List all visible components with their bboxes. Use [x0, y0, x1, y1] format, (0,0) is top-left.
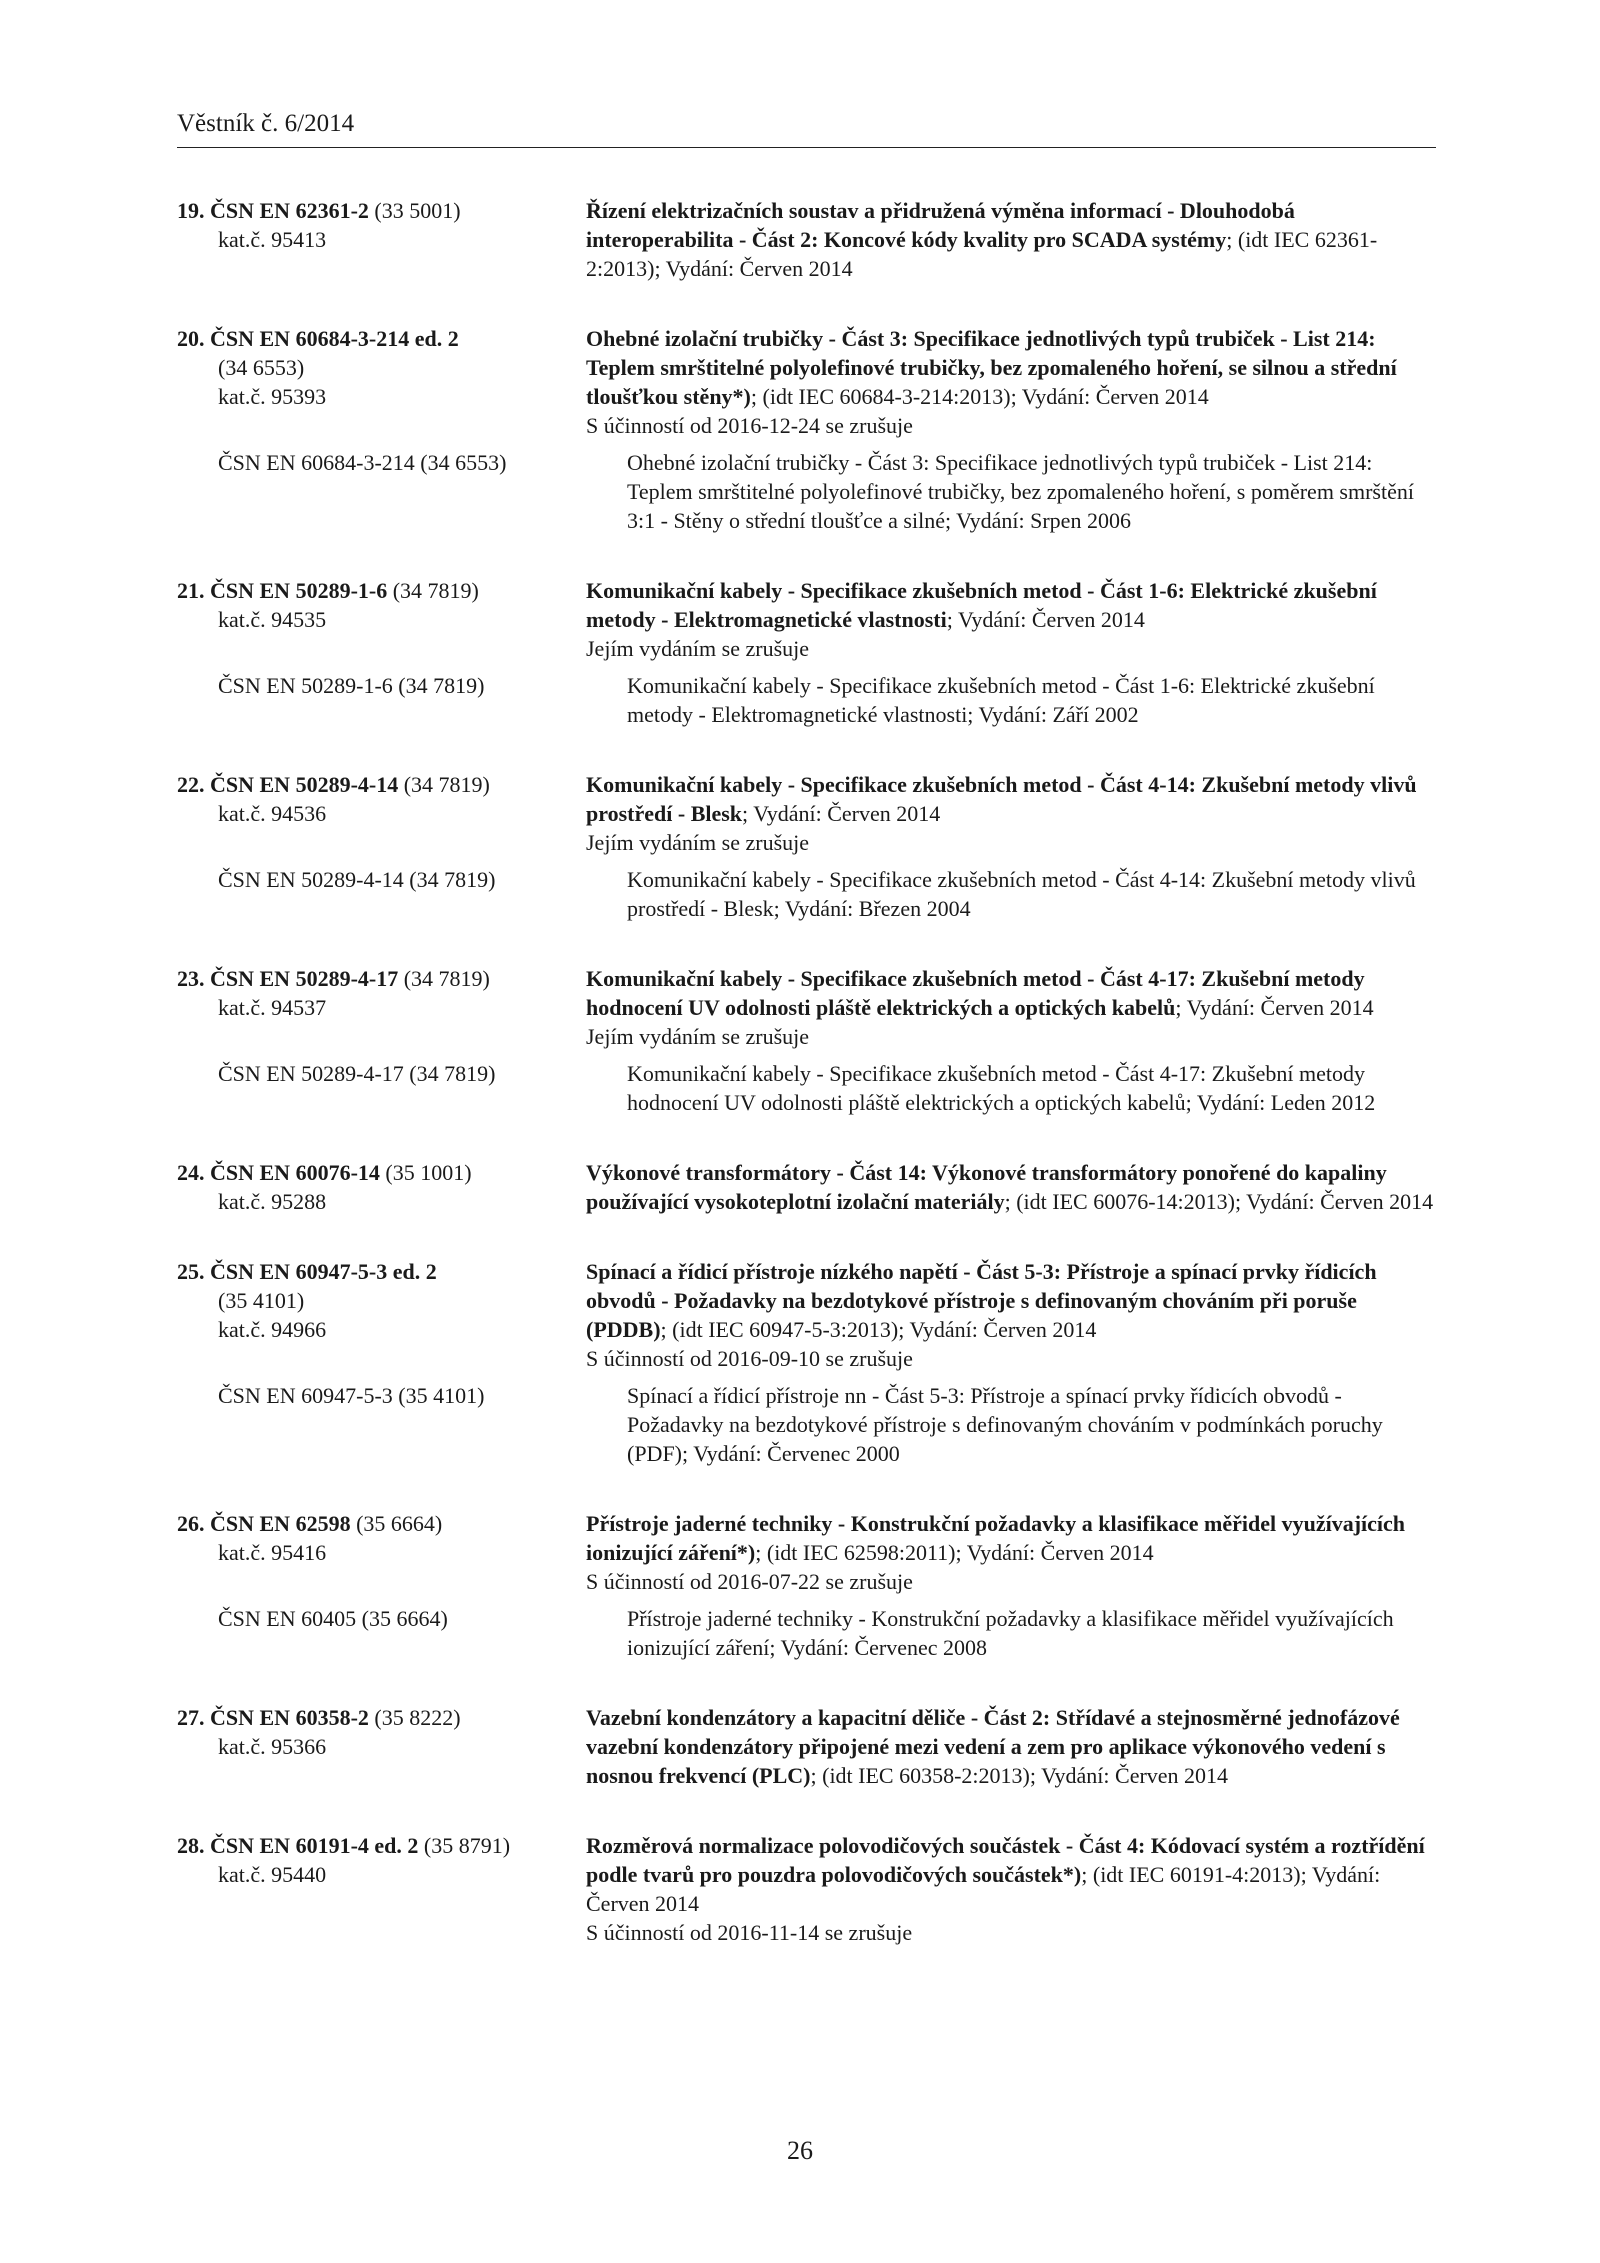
cancellation-note: S účinností od 2016-11-14 se zrušuje [586, 1920, 913, 1945]
issue-info: ; (idt IEC 60684-3-214:2013); Vydání: Červen 2014 [750, 384, 1209, 409]
entry-number: 21. [177, 578, 205, 603]
classification-code: (34 7819) [398, 772, 490, 797]
entry-identifier [177, 1831, 586, 1947]
entry-identifier [177, 576, 586, 663]
entry-number: 20. [177, 326, 205, 351]
entry-main-row [177, 770, 1436, 857]
classification-code: (34 7819) [387, 578, 479, 603]
replaced-standard-code: ČSN EN 60684-3-214 (34 6553) [218, 450, 507, 475]
entry-description [586, 576, 1436, 663]
entry-number: 23. [177, 966, 205, 991]
replaced-standard-title: Ohebné izolační trubičky - Část 3: Specifikace jednotlivých typů trubiček - List 214: Teplem smrštitelné polyolefinové trubičky, bez zpomaleného hoření, s poměrem smrštění 3:1 - Stěny o střední tloušťce a silné; Vydání: Srpen 2006 [627, 450, 1414, 533]
cancellation-note: Jejím vydáním se zrušuje [586, 830, 810, 855]
classification-code: (34 6553) [218, 355, 305, 380]
entry-main-row [177, 964, 1436, 1051]
entry-number: 19. [177, 198, 205, 223]
standard-title: Výkonové transformátory - Část 14: Výkonové transformátory ponořené do kapaliny používající vysokoteplotní izolační materiály [586, 1160, 1387, 1214]
entry-description [586, 1703, 1436, 1790]
replaced-standard-code: ČSN EN 50289-4-17 (34 7819) [218, 1061, 496, 1086]
replaced-standard-title: Komunikační kabely - Specifikace zkušebních metod - Část 4-14: Zkušební metody vlivů prostředí - Blesk; Vydání: Březen 2004 [627, 867, 1416, 921]
catalog-number: kat.č. 94966 [218, 1317, 327, 1342]
running-header: Věstník č. 6/2014 [177, 110, 355, 137]
catalog-number: kat.č. 95416 [218, 1540, 327, 1565]
standard-code: ČSN EN 62598 [210, 1511, 351, 1536]
standard-code: ČSN EN 62361-2 [210, 198, 369, 223]
replaced-standard-title: Přístroje jaderné techniky - Konstrukční požadavky a klasifikace měřidel využívajících ionizující záření; Vydání: Červenec 2008 [627, 1606, 1394, 1660]
standard-entry-25 [177, 1257, 1436, 1468]
standard-title: Přístroje jaderné techniky - Konstrukční požadavky a klasifikace měřidel využívajících ionizující záření*) [586, 1511, 1406, 1565]
entry-main-row [177, 1158, 1436, 1216]
cancellation-note: S účinností od 2016-09-10 se zrušuje [586, 1346, 913, 1371]
cancellation-note: Jejím vydáním se zrušuje [586, 636, 810, 661]
catalog-number: kat.č. 94536 [218, 801, 327, 826]
cancellation-note: Jejím vydáním se zrušuje [586, 1024, 810, 1049]
entry-description [586, 196, 1436, 283]
replaced-standard-code: ČSN EN 60947-5-3 (35 4101) [218, 1383, 485, 1408]
entry-main-row [177, 1257, 1436, 1373]
standard-code: ČSN EN 60358-2 [210, 1705, 369, 1730]
entry-identifier [177, 1509, 586, 1596]
standard-entry-22 [177, 770, 1436, 923]
issue-info: ; (idt IEC 62598:2011); Vydání: Červen 2014 [755, 1540, 1154, 1565]
classification-code: (33 5001) [368, 198, 461, 223]
replaced-standard-row [177, 671, 1436, 729]
replaced-standard-code: ČSN EN 50289-4-14 (34 7819) [218, 867, 496, 892]
standard-code: ČSN EN 60076-14 [210, 1160, 380, 1185]
entry-identifier [177, 196, 586, 283]
catalog-number: kat.č. 95366 [218, 1734, 327, 1759]
issue-info: ; Vydání: Červen 2014 [742, 801, 941, 826]
replaced-standard-title: Komunikační kabely - Specifikace zkušebních metod - Část 4-17: Zkušební metody hodnocení UV odolnosti pláště elektrických a optických kabelů; Vydání: Leden 2012 [627, 1061, 1376, 1115]
issue-info: ; Vydání: Červen 2014 [946, 607, 1145, 632]
catalog-number: kat.č. 95288 [218, 1189, 327, 1214]
issue-info: ; (idt IEC 60947-5-3:2013); Vydání: Červen 2014 [660, 1317, 1097, 1342]
entry-number: 24. [177, 1160, 205, 1185]
cancellation-note: S účinností od 2016-12-24 se zrušuje [586, 413, 913, 438]
entry-number: 28. [177, 1833, 205, 1858]
issue-info: ; (idt IEC 60358-2:2013); Vydání: Červen 2014 [810, 1763, 1229, 1788]
standard-code: ČSN EN 50289-1-6 [210, 578, 388, 603]
standard-entry-28 [177, 1831, 1436, 1947]
standard-code: ČSN EN 60684-3-214 ed. 2 [210, 326, 459, 351]
standard-title: Rozměrová normalizace polovodičových součástek - Část 4: Kódovací systém a roztřídění podle tvarů pro pouzdra polovodičových součástek*) [586, 1833, 1425, 1887]
issue-info: ; (idt IEC 60076-14:2013); Vydání: Červen 2014 [1004, 1189, 1434, 1214]
replaced-standard-code: ČSN EN 60405 (35 6664) [218, 1606, 448, 1631]
standard-code: ČSN EN 60191-4 ed. 2 [210, 1833, 419, 1858]
standard-code: ČSN EN 60947-5-3 ed. 2 [210, 1259, 437, 1284]
standard-title: Komunikační kabely - Specifikace zkušebních metod - Část 1-6: Elektrické zkušební metody - Elektromagnetické vlastnosti [586, 578, 1377, 632]
entry-description [586, 770, 1436, 857]
classification-code: (35 6664) [350, 1511, 443, 1536]
header-rule [177, 147, 1436, 148]
classification-code: (35 1001) [379, 1160, 472, 1185]
entry-main-row [177, 196, 1436, 283]
entry-number: 25. [177, 1259, 205, 1284]
replaced-standard-code: ČSN EN 50289-1-6 (34 7819) [218, 673, 485, 698]
entry-identifier [177, 324, 586, 440]
standard-code: ČSN EN 50289-4-14 [210, 772, 399, 797]
standard-entry-19 [177, 196, 1436, 283]
entry-description [586, 1257, 1436, 1373]
replaced-standard-row [177, 1381, 1436, 1468]
entry-description [586, 964, 1436, 1051]
entry-identifier [177, 964, 586, 1051]
entry-identifier [177, 1158, 586, 1216]
catalog-number: kat.č. 95393 [218, 384, 327, 409]
entry-main-row [177, 324, 1436, 440]
entry-description [586, 1158, 1436, 1216]
standard-title: Řízení elektrizačních soustav a přidružená výměna informací - Dlouhodobá interoperabilita - Část 2: Koncové kódy kvality pro SCADA systémy [586, 198, 1295, 252]
classification-code: (35 8222) [368, 1705, 461, 1730]
standard-title: Vazební kondenzátory a kapacitní děliče - Část 2: Střídavé a stejnosměrné jednofázové vazební kondenzátory připojené mezi vedení a zem pro aplikace výkonového vedení s nosnou frekvencí (PLC) [586, 1705, 1400, 1788]
entry-description [586, 1831, 1436, 1947]
entry-description [586, 324, 1436, 440]
standard-code: ČSN EN 50289-4-17 [210, 966, 399, 991]
catalog-number: kat.č. 94537 [218, 995, 327, 1020]
entry-main-row [177, 1509, 1436, 1596]
entry-number: 26. [177, 1511, 205, 1536]
entry-main-row [177, 1831, 1436, 1947]
entry-number: 27. [177, 1705, 205, 1730]
page-number: 26 [787, 2136, 813, 2165]
catalog-number: kat.č. 94535 [218, 607, 327, 632]
issue-info: ; (idt IEC 60191-4:2013); Vydání: Červen 2014 [586, 1862, 1381, 1916]
catalog-number: kat.č. 95413 [218, 227, 327, 252]
entry-description [586, 1509, 1436, 1596]
standard-entry-24 [177, 1158, 1436, 1216]
issue-info: ; (idt IEC 62361-2:2013); Vydání: Červen 2014 [586, 227, 1378, 281]
cancellation-note: S účinností od 2016-07-22 se zrušuje [586, 1569, 913, 1594]
replaced-standard-row [177, 1059, 1436, 1117]
classification-code: (35 8791) [418, 1833, 511, 1858]
standard-entry-27 [177, 1703, 1436, 1790]
replaced-standard-title: Komunikační kabely - Specifikace zkušebních metod - Část 1-6: Elektrické zkušební metody - Elektromagnetické vlastnosti; Vydání: Září 2002 [627, 673, 1375, 727]
classification-code: (34 7819) [398, 966, 490, 991]
classification-code: (35 4101) [218, 1288, 305, 1313]
standard-title: Komunikační kabely - Specifikace zkušebních metod - Část 4-14: Zkušební metody vlivů prostředí - Blesk [586, 772, 1417, 826]
standard-entry-26 [177, 1509, 1436, 1662]
standard-title: Ohebné izolační trubičky - Část 3: Specifikace jednotlivých typů trubiček - List 214: Teplem smrštitelné polyolefinové trubičky, bez zpomaleného hoření, se silnou a střední tloušťkou stěny*) [586, 326, 1397, 409]
entry-main-row [177, 576, 1436, 663]
replaced-standard-row [177, 448, 1436, 535]
standard-entry-21 [177, 576, 1436, 729]
entry-identifier [177, 770, 586, 857]
standard-title: Komunikační kabely - Specifikace zkušebních metod - Část 4-17: Zkušební metody hodnocení UV odolnosti pláště elektrických a optických kabelů [586, 966, 1365, 1020]
entry-identifier [177, 1703, 586, 1790]
entry-number: 22. [177, 772, 205, 797]
standard-title: Spínací a řídicí přístroje nízkého napětí - Část 5-3: Přístroje a spínací prvky řídicích obvodů - Požadavky na bezdotykové přístroje s definovaným chováním při poruše (PDDB) [586, 1259, 1377, 1342]
entry-main-row [177, 1703, 1436, 1790]
standard-entry-23 [177, 964, 1436, 1117]
standard-entry-20 [177, 324, 1436, 535]
issue-info: ; Vydání: Červen 2014 [1175, 995, 1374, 1020]
standards-list [177, 196, 1436, 1988]
replaced-standard-row [177, 865, 1436, 923]
replaced-standard-row [177, 1604, 1436, 1662]
entry-identifier [177, 1257, 586, 1373]
catalog-number: kat.č. 95440 [218, 1862, 327, 1887]
replaced-standard-title: Spínací a řídicí přístroje nn - Část 5-3: Přístroje a spínací prvky řídicích obvodů - Požadavky na bezdotykové přístroje s definovaným chováním v podmínkách poruchy (PDF); Vydání: Červenec 2000 [627, 1383, 1383, 1466]
